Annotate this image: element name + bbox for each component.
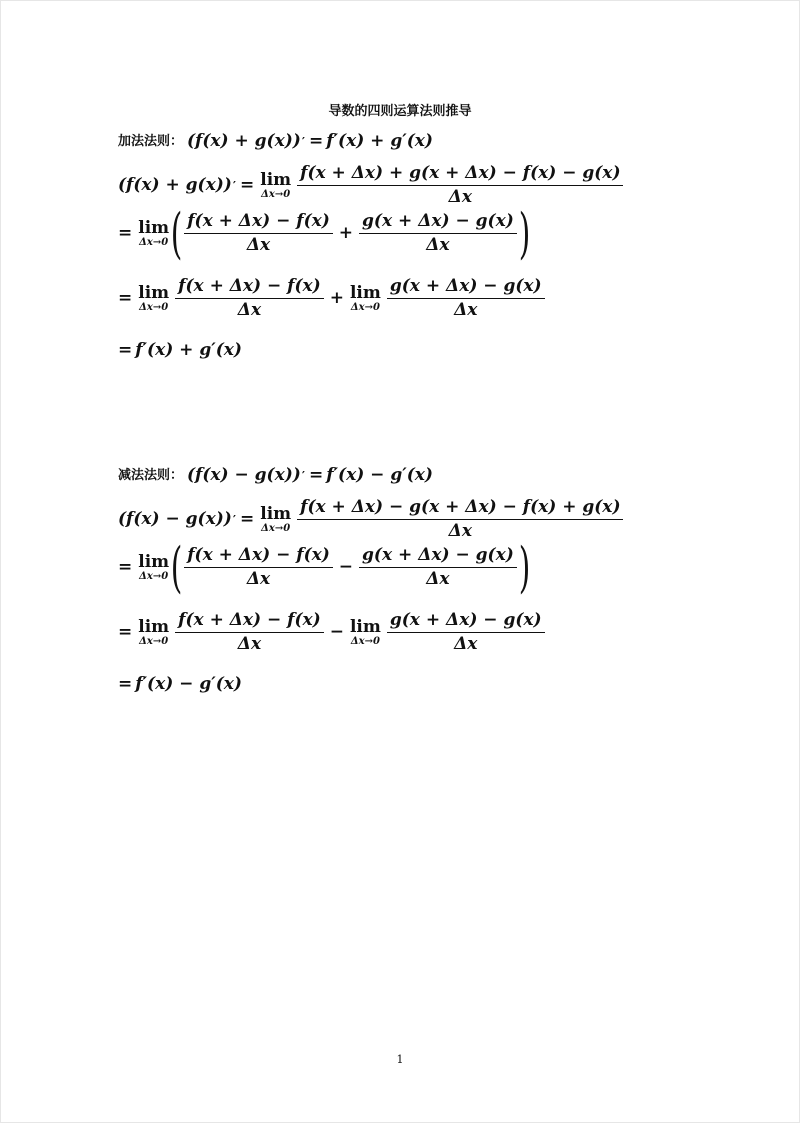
limit-operator [138,616,170,647]
fraction-denominator: Δx [175,632,324,653]
fraction-numerator: g(x + Δx) − g(x) [389,610,542,630]
equals-sign: = [118,288,133,308]
addition-step-1 [118,165,626,206]
big-close-paren: ) [518,202,531,265]
fraction-denominator: Δx [387,298,545,319]
subtraction-rule-label: 减法法则： [118,468,184,483]
limit-subscript: Δx→0 [139,301,169,313]
subtraction-result-expression: f′(x) − g′(x) [135,674,242,694]
limit-subscript: Δx→0 [139,236,169,248]
subtraction-step-1 [118,499,626,540]
prime-mark: ′ [232,178,236,193]
limit-word: lim [349,282,381,303]
equals-sign: = [118,622,133,642]
fraction [387,278,545,319]
fraction-numerator: g(x + Δx) − g(x) [389,276,542,296]
subtraction-rule-lhs: (f(x) − g(x)) [187,465,301,485]
limit-subscript: Δx→0 [350,635,380,647]
limit-subscript: Δx→0 [261,188,291,200]
fraction-numerator: f(x + Δx) − f(x) [178,610,321,630]
limit-operator [349,282,381,313]
limit-word: lim [138,616,170,637]
limit-operator [138,551,170,582]
fraction-numerator: g(x + Δx) − g(x) [362,545,514,566]
subtraction-rule-rhs: f′(x) − g′(x) [326,465,433,485]
addition-rule-rhs: f′(x) + g′(x) [326,131,433,151]
addition-rule-statement [118,133,433,150]
limit-operator [138,282,170,313]
minus-sign: − [329,622,344,642]
fraction-denominator: Δx [387,632,545,653]
fraction-denominator: Δx [184,233,333,254]
equals-sign: = [239,175,255,195]
subtraction-rule-statement [118,467,433,484]
page-number: 1 [396,1053,404,1066]
limit-word: lim [260,169,292,190]
fraction [184,213,333,254]
limit-word: lim [138,217,170,238]
limit-subscript: Δx→0 [350,301,380,313]
fraction [359,213,517,254]
subtraction-step1-lhs: (f(x) − g(x)) [118,509,232,529]
prime-mark: ′ [232,512,236,527]
fraction-numerator: f(x + Δx) − f(x) [187,211,330,232]
fraction [184,547,333,588]
fraction [297,499,623,540]
equals-sign: = [118,557,133,578]
fraction-denominator: Δx [184,567,333,588]
fraction-denominator: Δx [359,233,517,254]
limit-subscript: Δx→0 [139,635,169,647]
prime-mark: ′ [301,468,305,483]
page-title: 导数的四则运算法则推导 [328,104,472,119]
subtraction-step-3 [118,612,548,653]
equals-sign: = [309,465,324,485]
fraction [175,278,324,319]
limit-word: lim [138,551,170,572]
fraction-denominator: Δx [175,298,324,319]
fraction [175,612,324,653]
addition-step-3 [118,278,548,319]
limit-subscript: Δx→0 [139,570,169,582]
fraction-numerator: g(x + Δx) − g(x) [362,211,514,232]
equals-sign: = [118,340,133,360]
fraction [297,165,623,206]
addition-rule-lhs: (f(x) + g(x)) [187,131,301,151]
subtraction-step-2 [118,536,531,599]
fraction [359,547,517,588]
fraction-numerator: f(x + Δx) + g(x + Δx) − f(x) − g(x) [300,163,621,183]
fraction-denominator: Δx [359,567,517,588]
limit-operator [138,217,170,248]
fraction-numerator: f(x + Δx) − f(x) [178,276,321,296]
plus-sign: + [329,288,344,308]
fraction [387,612,545,653]
limit-subscript: Δx→0 [261,522,291,534]
limit-operator [349,616,381,647]
equals-sign: = [118,674,133,694]
big-open-paren: ( [170,536,183,599]
addition-result [118,342,242,359]
limit-word: lim [260,503,292,524]
equals-sign: = [118,223,133,244]
fraction-numerator: f(x + Δx) − f(x) [187,545,330,566]
big-close-paren: ) [518,536,531,599]
minus-sign: − [338,557,354,578]
subtraction-result [118,676,242,693]
fraction-numerator: f(x + Δx) − g(x + Δx) − f(x) + g(x) [300,497,621,517]
limit-word: lim [349,616,381,637]
fraction-denominator: Δx [297,185,623,206]
addition-step1-lhs: (f(x) + g(x)) [118,175,232,195]
limit-word: lim [138,282,170,303]
addition-step-2 [118,202,531,265]
prime-mark: ′ [301,134,305,149]
limit-operator [260,169,292,200]
addition-rule-label: 加法法则： [118,134,184,149]
fraction-denominator: Δx [297,519,623,540]
plus-sign: + [338,223,354,244]
limit-operator [260,503,292,534]
equals-sign: = [239,509,255,529]
addition-result-expression: f′(x) + g′(x) [135,340,242,360]
big-open-paren: ( [170,202,183,265]
equals-sign: = [309,131,324,151]
